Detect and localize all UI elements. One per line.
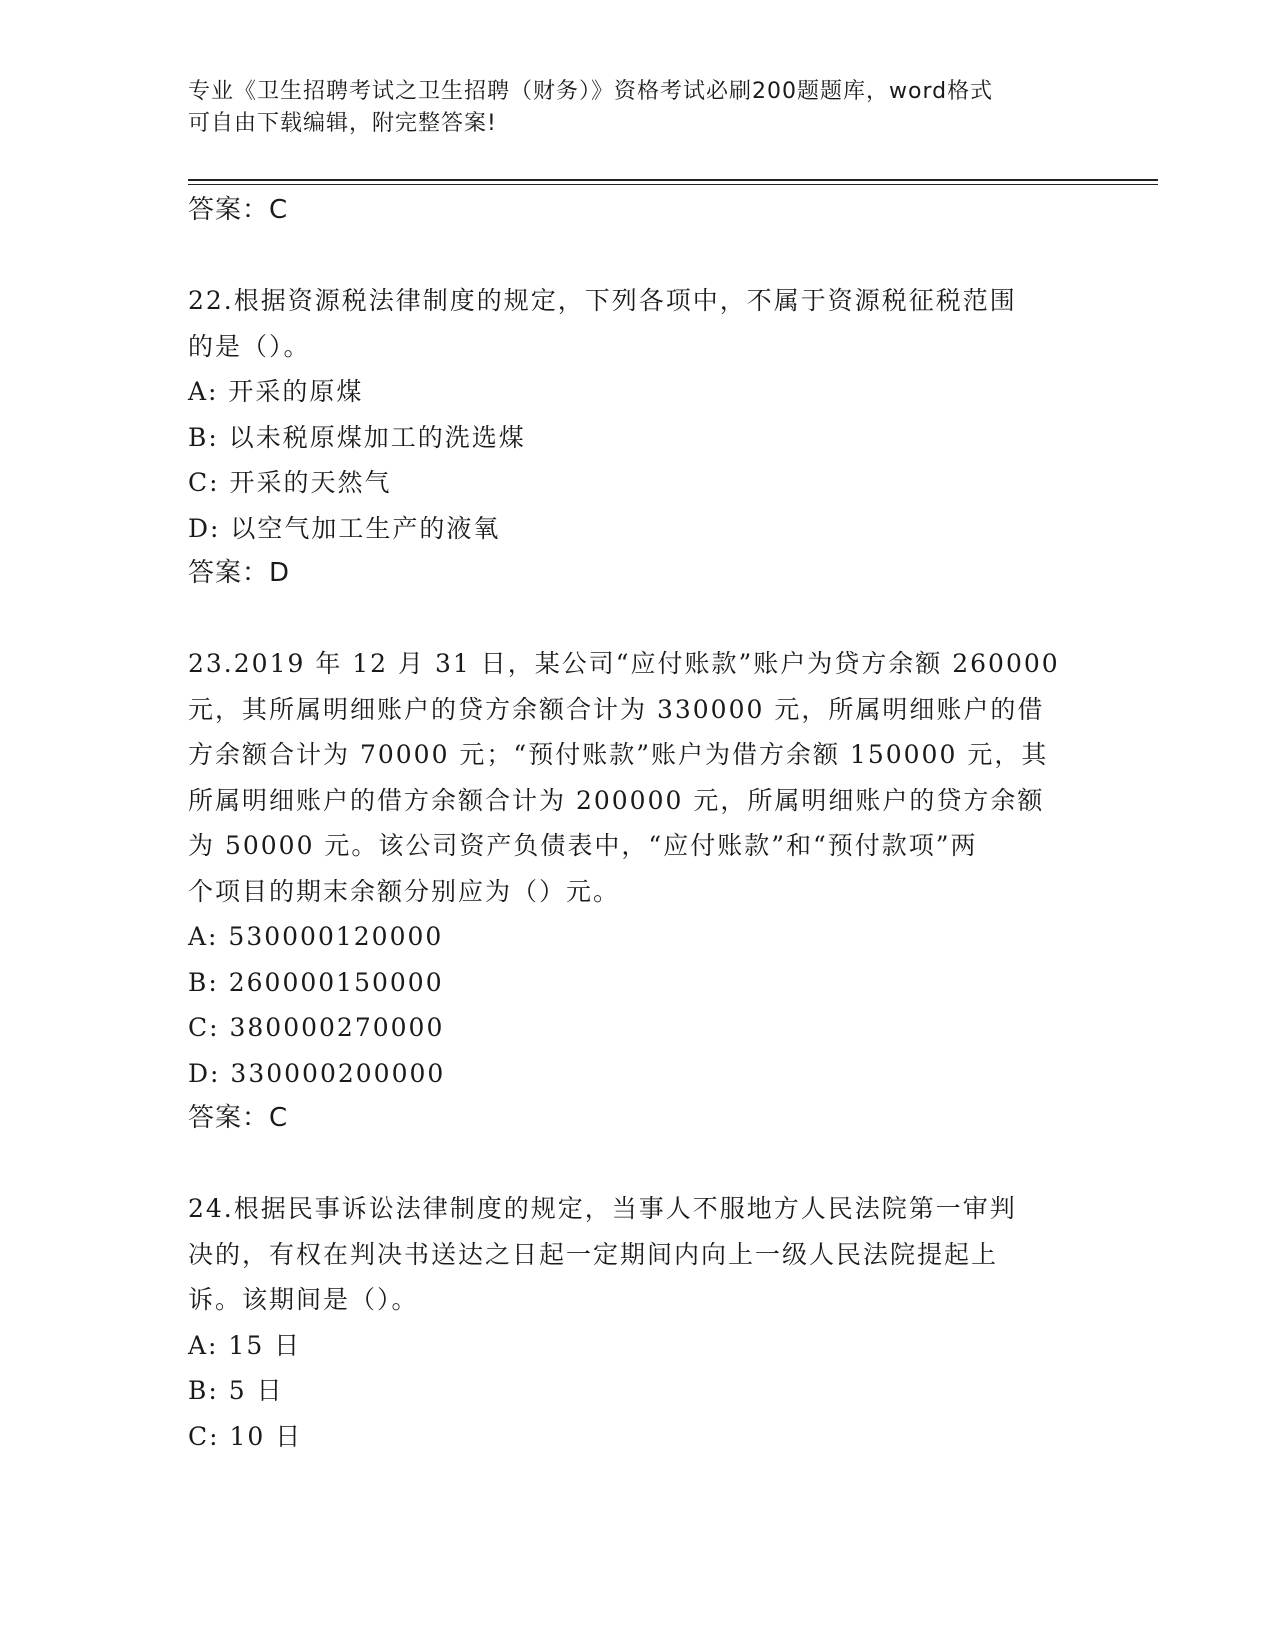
option-d: D: 330000200000 — [188, 1058, 446, 1088]
document-header — [188, 76, 1068, 140]
question-text: 元，其所属明细账户的贷方余额合计为 330000 元，所属明细账户的借 — [188, 694, 1045, 724]
option-c: C: 380000270000 — [188, 1013, 445, 1042]
option-b: B: 以未税原煤加工的洗选煤 — [188, 422, 526, 452]
document-body — [188, 188, 1088, 1459]
header-line: 可自由下载编辑，附完整答案! — [188, 111, 497, 136]
header-line: 专业《卫生招聘考试之卫生招聘（财务）》资格考试必刷200题题库，word格式 — [188, 79, 994, 104]
option-c: C: 10 日 — [188, 1421, 303, 1451]
question-text: 23.2019 年 12 月 31 日，某公司“应付账款”账户为贷方余额 260000 — [188, 649, 1060, 678]
question-24 — [188, 1186, 1088, 1459]
question-text: 为 50000 元。该公司资产负债表中，“应付账款”和“预付款项”两 — [188, 831, 978, 860]
option-a: A: 开采的原煤 — [188, 377, 364, 406]
option-c: C: 开采的天然气 — [188, 468, 392, 497]
answer-line: 答案：C — [188, 1103, 289, 1133]
option-a: A: 530000120000 — [188, 922, 444, 951]
answer-line: 答案：C — [188, 195, 289, 225]
option-d: D: 以空气加工生产的液氧 — [188, 513, 501, 543]
question-23 — [188, 641, 1088, 1140]
header-divider-thin — [188, 184, 1158, 185]
question-text: 个项目的期末余额分别应为（）元。 — [188, 876, 621, 906]
question-text: 诉。该期间是（）。 — [188, 1285, 419, 1314]
option-a: A: 15 日 — [188, 1330, 302, 1360]
question-text: 所属明细账户的借方余额合计为 200000 元，所属明细账户的贷方余额 — [188, 785, 1045, 815]
question-text: 决的，有权在判决书送达之日起一定期间内向上一级人民法院提起上 — [188, 1239, 999, 1269]
option-b: B: 260000150000 — [188, 967, 444, 997]
header-divider — [188, 179, 1158, 181]
question-text: 的是（）。 — [188, 331, 311, 361]
answer-line: 答案：D — [188, 558, 291, 588]
option-b: B: 5 日 — [188, 1376, 284, 1405]
question-text: 24.根据民事诉讼法律制度的规定，当事人不服地方人民法院第一审判 — [188, 1194, 1017, 1223]
question-text: 22.根据资源税法律制度的规定，下列各项中，不属于资源税征税范围 — [188, 286, 1017, 315]
question-22 — [188, 278, 1088, 595]
question-text: 方余额合计为 70000 元；“预付账款”账户为借方余额 150000 元，其 — [188, 740, 1049, 769]
